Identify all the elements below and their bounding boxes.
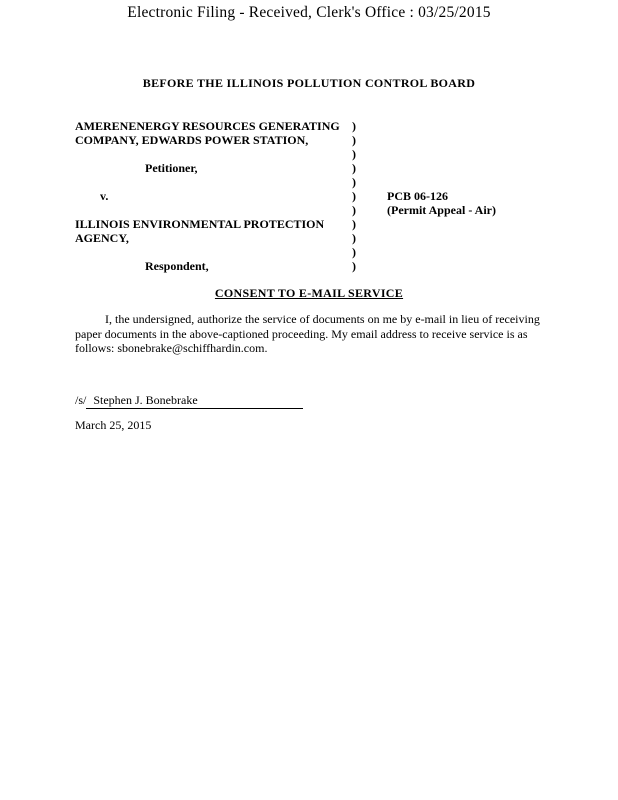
caption-paren: ) xyxy=(352,119,356,133)
caption-row xyxy=(75,175,555,189)
case-caption xyxy=(75,119,555,273)
caption-blank-cell xyxy=(75,147,352,161)
caption-row xyxy=(75,161,555,175)
court-title: BEFORE THE ILLINOIS POLLUTION CONTROL BOARD xyxy=(142,76,476,90)
caption-right-cell xyxy=(387,119,555,133)
caption-right-cell xyxy=(387,175,555,189)
caption-paren: ) xyxy=(352,259,356,273)
versus-label: v. xyxy=(100,189,109,203)
caption-right-cell xyxy=(387,217,555,231)
caption-right-cell xyxy=(387,133,555,147)
caption-paren: ) xyxy=(352,133,356,147)
efiling-stamp: Electronic Filing - Received, Clerk's Office : 03/25/2015 xyxy=(127,4,491,21)
caption-row xyxy=(75,119,555,133)
signatory-name: Stephen J. Bonebrake xyxy=(86,393,303,409)
electronic-signature-mark: /s/ xyxy=(75,393,87,407)
caption-paren: ) xyxy=(352,189,356,203)
caption-paren: ) xyxy=(352,161,356,175)
caption-paren: ) xyxy=(352,217,356,231)
petitioner-name-line-1: AMERENENERGY RESOURCES GENERATING xyxy=(75,119,340,133)
caption-paren: ) xyxy=(352,203,356,217)
caption-blank-cell xyxy=(75,245,352,259)
consent-heading xyxy=(0,286,618,301)
respondent-name-line-2: AGENCY, xyxy=(75,231,129,245)
caption-right-cell xyxy=(387,147,555,161)
caption-row xyxy=(75,203,555,217)
respondent-role-label: Respondent, xyxy=(145,259,209,273)
caption-row xyxy=(75,259,555,273)
caption-row xyxy=(75,133,555,147)
caption-blank-cell xyxy=(75,203,352,217)
consent-body-paragraph: I, the undersigned, authorize the service of documents on me by e-mail in lieu of receiving paper documents in the above-captioned proceeding. My email address to receive service is as follows: sbonebrake@schiffhardin.com. xyxy=(75,312,540,355)
caption-row xyxy=(75,245,555,259)
caption-paren: ) xyxy=(352,231,356,245)
case-number: PCB 06-126 xyxy=(387,189,448,203)
filing-date: March 25, 2015 xyxy=(75,418,152,432)
signature-line xyxy=(75,393,303,409)
caption-paren: ) xyxy=(352,147,356,161)
caption-row xyxy=(75,231,555,245)
caption-paren: ) xyxy=(352,245,356,259)
caption-right-cell xyxy=(387,231,555,245)
caption-blank-cell xyxy=(75,175,352,189)
petitioner-name-line-2: COMPANY, EDWARDS POWER STATION, xyxy=(75,133,309,147)
petitioner-role-label: Petitioner, xyxy=(145,161,198,175)
caption-right-cell xyxy=(387,245,555,259)
consent-heading-text: CONSENT TO E-MAIL SERVICE xyxy=(214,286,404,300)
respondent-name-line-1: ILLINOIS ENVIRONMENTAL PROTECTION xyxy=(75,217,325,231)
case-type: (Permit Appeal - Air) xyxy=(387,203,496,217)
caption-paren: ) xyxy=(352,175,356,189)
caption-right-cell xyxy=(387,161,555,175)
caption-row xyxy=(75,217,555,231)
caption-row xyxy=(75,189,555,203)
caption-row xyxy=(75,147,555,161)
caption-right-cell xyxy=(387,259,555,273)
